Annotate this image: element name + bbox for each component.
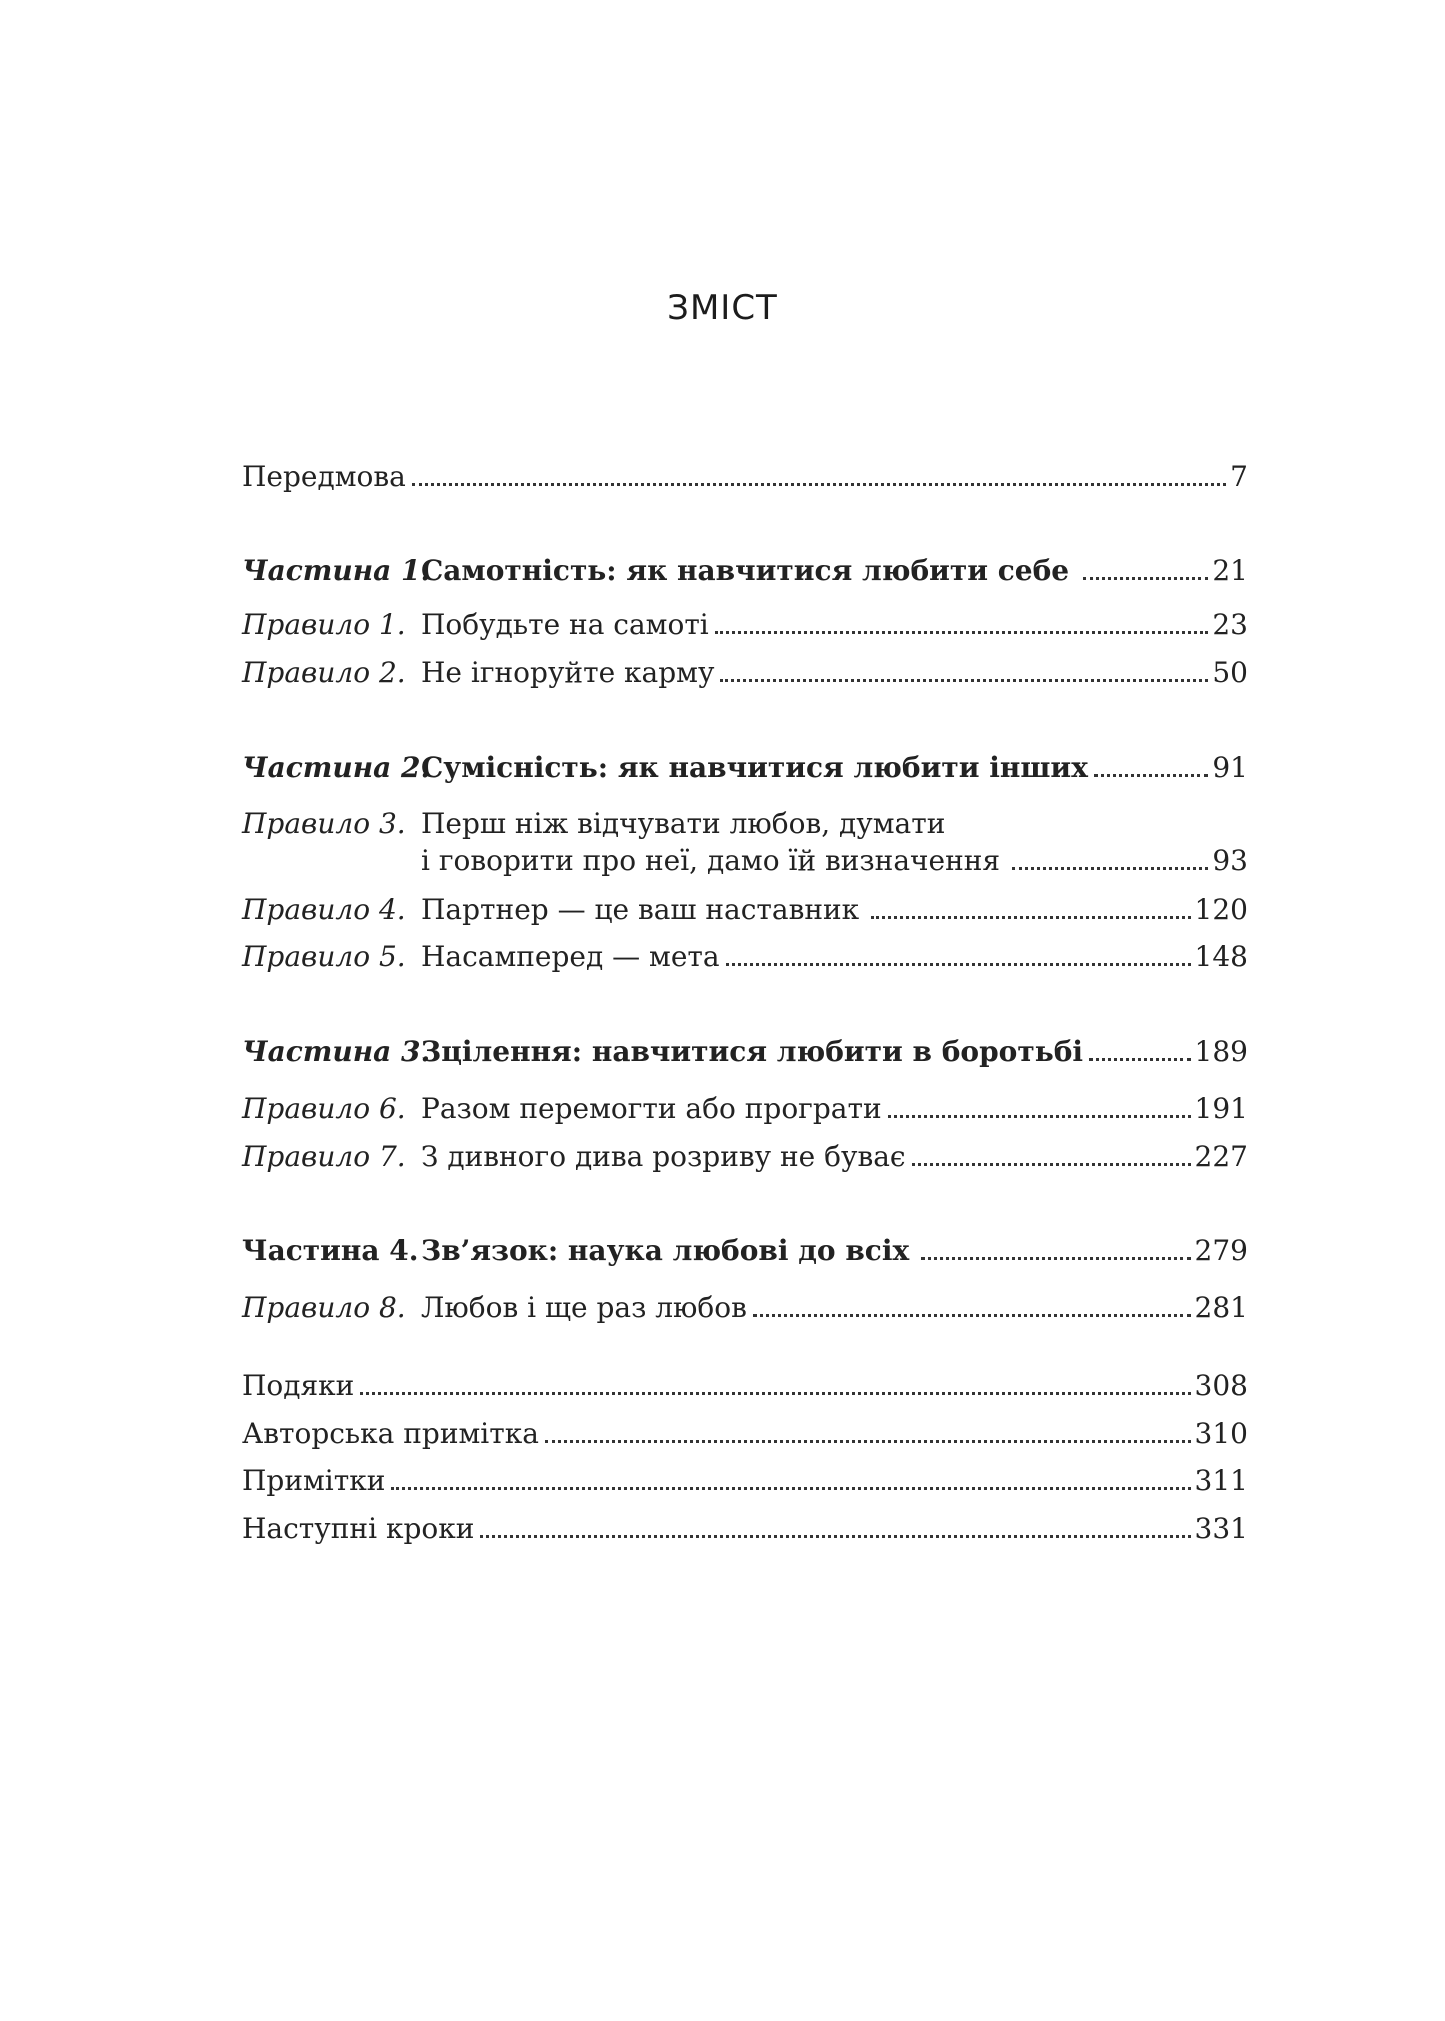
page-number: 308 xyxy=(1194,1369,1248,1402)
dot-leader xyxy=(753,1314,1191,1317)
rule-label: Правило 2. xyxy=(242,656,406,689)
page-number: 227 xyxy=(1194,1140,1248,1173)
entry-text: Разом перемогти або програти xyxy=(421,1092,882,1125)
dot-leader xyxy=(412,483,1226,486)
page-number: 93 xyxy=(1212,844,1248,877)
dot-leader xyxy=(1083,577,1208,580)
page-number: 21 xyxy=(1212,554,1248,587)
dot-leader xyxy=(871,916,1190,919)
part-label: Частина 2. xyxy=(242,751,431,784)
toc-entry-part-4[interactable] xyxy=(242,1229,1248,1269)
page-number: 23 xyxy=(1212,608,1248,641)
entry-text: Подяки xyxy=(242,1369,355,1402)
toc-entry-rule-5[interactable] xyxy=(242,935,1248,975)
toc-entry-rule-3-continued[interactable] xyxy=(242,839,1248,879)
dot-leader xyxy=(1094,774,1208,777)
toc-entry-part-2[interactable] xyxy=(242,746,1248,786)
entry-text: Зцілення: навчитися любити в боротьбі xyxy=(421,1035,1084,1068)
entry-text: Не ігноруйте карму xyxy=(421,656,715,689)
dot-leader xyxy=(480,1535,1190,1538)
page-number: 311 xyxy=(1194,1464,1248,1497)
entry-text: Наступні кроки xyxy=(242,1512,475,1545)
toc-entry-rule-4[interactable] xyxy=(242,888,1248,928)
dot-leader xyxy=(921,1257,1190,1260)
toc-entry-rule-8[interactable] xyxy=(242,1286,1248,1326)
toc-entry-part-3[interactable] xyxy=(242,1030,1248,1070)
entry-text-line-1: Перш ніж відчувати любов, думати xyxy=(421,807,946,840)
toc-entry-next-steps[interactable] xyxy=(242,1507,1248,1547)
dot-leader xyxy=(1012,867,1208,870)
entry-text: З дивного дива розриву не буває xyxy=(421,1140,906,1173)
entry-text: Побудьте на самоті xyxy=(421,608,709,641)
page-number: 7 xyxy=(1230,460,1248,493)
toc-entry-thanks[interactable] xyxy=(242,1364,1248,1404)
page-number: 148 xyxy=(1194,940,1248,973)
entry-text: Передмова xyxy=(242,460,406,493)
toc-entry-author-note[interactable] xyxy=(242,1412,1248,1452)
entry-text: Авторська примітка xyxy=(242,1417,539,1450)
page-number: 279 xyxy=(1194,1234,1248,1267)
part-label: Частина 1. xyxy=(242,554,431,587)
rule-label: Правило 8. xyxy=(242,1291,406,1324)
page-number: 91 xyxy=(1212,751,1248,784)
page-number: 50 xyxy=(1212,656,1248,689)
part-label: Частина 4. xyxy=(242,1234,419,1267)
dot-leader xyxy=(888,1115,1191,1118)
page-number: 331 xyxy=(1194,1512,1248,1545)
dot-leader xyxy=(715,631,1209,634)
toc-entry-rule-3[interactable] xyxy=(242,802,1248,842)
dot-leader xyxy=(912,1163,1191,1166)
page-number: 120 xyxy=(1194,893,1248,926)
entry-text: Партнер — це ваш наставник xyxy=(421,893,860,926)
entry-text: Зв’язок: наука любові до всіх xyxy=(421,1234,910,1267)
toc-entry-rule-1[interactable] xyxy=(242,603,1248,643)
rule-label: Правило 1. xyxy=(242,608,406,641)
rule-label: Правило 7. xyxy=(242,1140,406,1173)
page-number: 310 xyxy=(1194,1417,1248,1450)
dot-leader xyxy=(720,679,1208,682)
dot-leader xyxy=(1089,1058,1191,1061)
toc-entry-notes[interactable] xyxy=(242,1459,1248,1499)
rule-label: Правило 6. xyxy=(242,1092,406,1125)
part-label: Частина 3. xyxy=(242,1035,431,1068)
entry-text: Любов і ще раз любов xyxy=(421,1291,747,1324)
rule-label: Правило 4. xyxy=(242,893,406,926)
page-number: 191 xyxy=(1194,1092,1248,1125)
entry-text: Примітки xyxy=(242,1464,386,1497)
rule-label: Правило 5. xyxy=(242,940,406,973)
rule-label: Правило 3. xyxy=(242,807,406,840)
toc-entry-rule-2[interactable] xyxy=(242,651,1248,691)
toc-heading: ЗМІСТ xyxy=(667,288,778,328)
entry-text-line-2: і говорити про неї, дамо їй визначення xyxy=(421,844,1001,877)
page-number: 189 xyxy=(1194,1035,1248,1068)
entry-text: Насамперед — мета xyxy=(421,940,720,973)
dot-leader xyxy=(391,1487,1190,1490)
entry-text: Сумісність: як навчитися любити інших xyxy=(421,751,1088,784)
page-number: 281 xyxy=(1194,1291,1248,1324)
dot-leader xyxy=(545,1440,1191,1443)
dot-leader xyxy=(360,1392,1190,1395)
toc-entry-part-1[interactable] xyxy=(242,549,1248,589)
dot-leader xyxy=(726,963,1191,966)
toc-entry-preface[interactable] xyxy=(242,455,1248,495)
toc-entry-rule-6[interactable] xyxy=(242,1087,1248,1127)
entry-text: Самотність: як навчитися любити себе xyxy=(421,554,1070,587)
toc-entry-rule-7[interactable] xyxy=(242,1135,1248,1175)
